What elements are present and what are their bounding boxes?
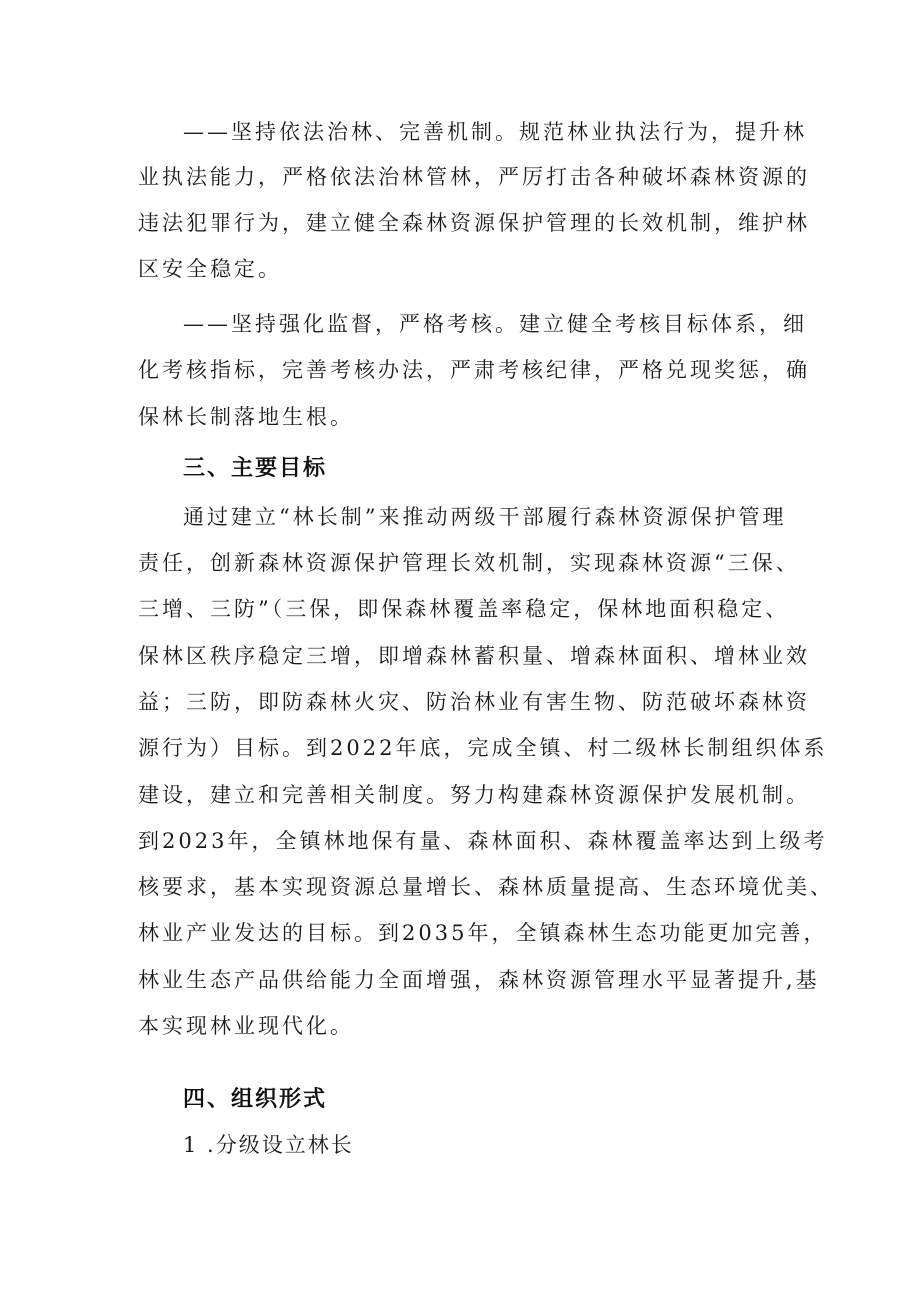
text-line: 业执法能力，严格依法治林管林，严厉打击各种破坏森林资源的	[138, 165, 810, 189]
text-line: 益；三防，即防森林火灾、防治林业有害生物、防范破坏森林资	[138, 690, 810, 714]
text-line: 建设，建立和完善相关制度。努力构建森林资源保护发展机制。	[138, 783, 810, 807]
text-line: 源行为）目标。到2022年底，完成全镇、村二级林长制组织体系	[138, 736, 828, 760]
text-line: 违法犯罪行为，建立健全森林资源保护管理的长效机制，维护林	[138, 211, 810, 235]
text-line: 区安全稳定。	[138, 257, 282, 281]
text-line: ——坚持强化监督，严格考核。建立健全考核目标体系，细	[183, 312, 807, 336]
text-line: 三增、三防”（三保，即保森林覆盖率稳定，保林地面积稳定、	[138, 597, 790, 621]
text-line: 通过建立“林长制”来推动两级干部履行森林资源保护管理	[183, 505, 787, 529]
list-item-tiered-forest-chiefs: 1 .分级设立林长	[183, 1133, 354, 1157]
text-line: ——坚持依法治林、完善机制。规范林业执法行为，提升林	[183, 120, 807, 144]
text-line: 责任，创新森林资源保护管理长效机制，实现森林资源“三保、	[138, 551, 800, 575]
text-line: 保林区秩序稳定三增，即增森林蓄积量、增森林面积、增林业效	[138, 644, 810, 668]
text-line: 林业生态产品供给能力全面增强，森林资源管理水平显著提升,基	[138, 968, 820, 992]
section-heading-main-goals: 三、主要目标	[183, 456, 328, 481]
text-line: 保林长制落地生根。	[138, 405, 354, 429]
text-line: 到2023年，全镇林地保有量、森林面积、森林覆盖率达到上级考	[138, 829, 828, 853]
text-line: 林业产业发达的目标。到2035年，全镇森林生态功能更加完善，	[138, 921, 828, 945]
text-line: 本实现林业现代化。	[138, 1014, 354, 1038]
text-line: 化考核指标，完善考核办法，严肃考核纪律，严格兑现奖惩，确	[138, 358, 810, 382]
section-heading-organization-form: 四、组织形式	[183, 1087, 328, 1112]
text-line: 核要求，基本实现资源总量增长、森林质量提高、生态环境优美、	[138, 875, 834, 899]
